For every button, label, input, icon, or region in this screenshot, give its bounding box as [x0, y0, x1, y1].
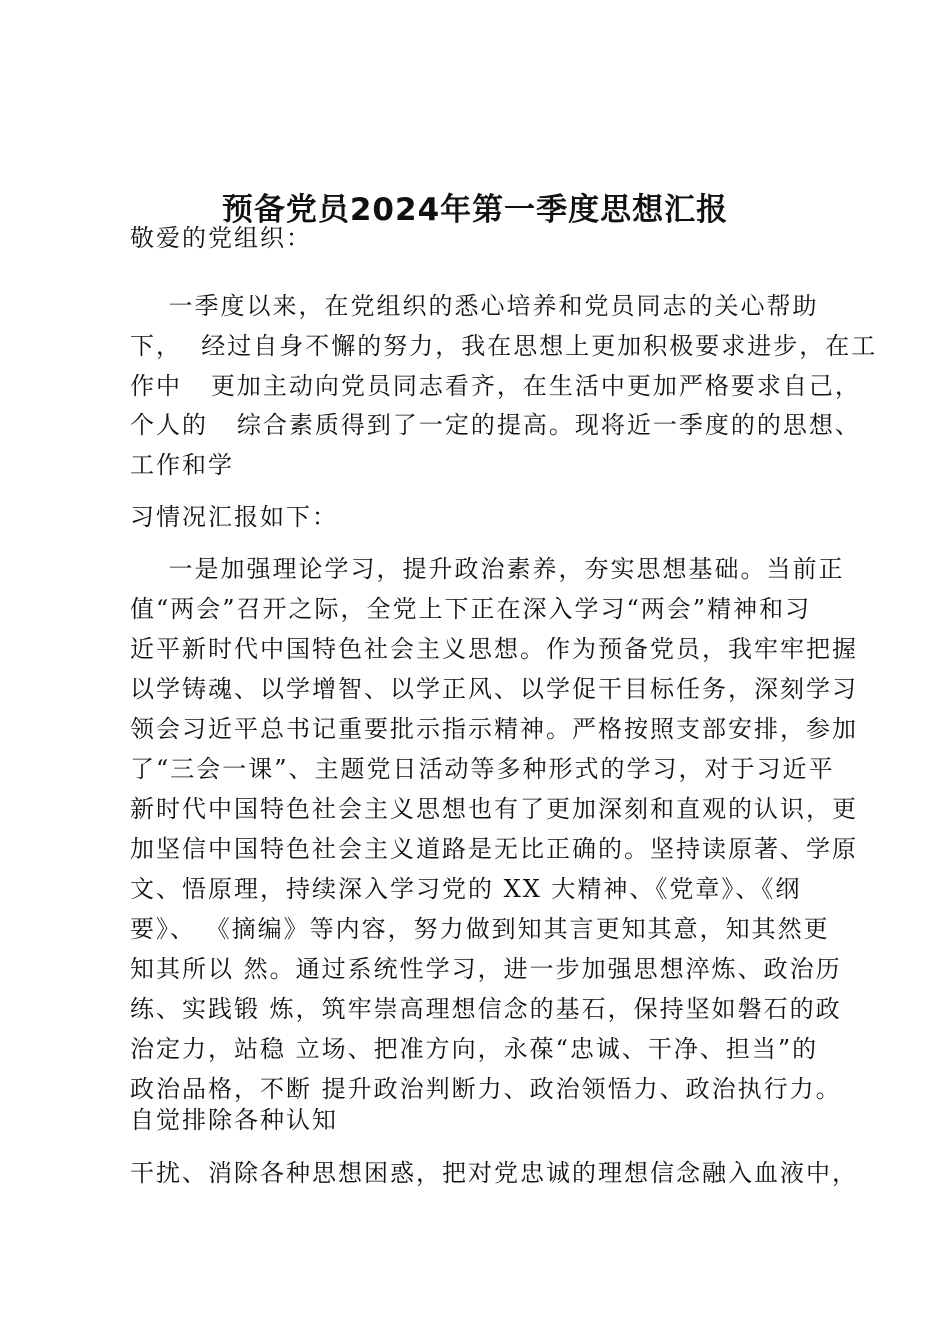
paragraph-line: 治定力，站稳 立场、把准方向，永葆“忠诚、干净、担当”的	[130, 1035, 819, 1063]
paragraph-line: 加坚信中国特色社会主义道路是无比正确的。坚持读原著、学原	[130, 835, 858, 863]
paragraph-line: 要》、 《摘编》等内容，努力做到知其言更知其意，知其然更	[130, 915, 830, 943]
paragraph-line: 干扰、消除各种思想困惑，把对党忠诚的理想信念融入血液中，	[130, 1159, 858, 1187]
paragraph-line: 近平新时代中国特色社会主义思想。作为预备党员，我牢牢把握	[130, 635, 858, 663]
paragraph-line: 领会习近平总书记重要批示指示精神。严格按照支部安排，参加	[130, 715, 858, 743]
document-title: 预备党员2024年第一季度思想汇报	[221, 192, 729, 228]
paragraph-line: 政治品格，不断 提升政治判断力、政治领悟力、政治执行力。	[130, 1075, 842, 1103]
paragraph-line: 了“三会一课”、主题党日活动等多种形式的学习，对于习近平	[130, 755, 835, 783]
paragraph-line: 知其所以 然。通过系统性学习，进一步加强思想淬炼、政治历	[130, 955, 842, 983]
paragraph-line: 下， 经过自身不懈的努力，我在思想上更加积极要求进步，在工	[130, 332, 878, 360]
paragraph-line: 作中 更加主动向党员同志看齐，在生活中更加严格要求自己，	[130, 372, 861, 400]
paragraph-line: 文、悟原理，持续深入学习党的 XX 大精神、《党章》、《纲	[130, 875, 802, 903]
paragraph-line: 值“两会”召开之际，全党上下正在深入学习“两会”精神和习	[130, 595, 812, 623]
paragraph-line: 工作和学	[130, 451, 234, 479]
paragraph-line: 一季度以来，在党组织的悉心培养和党员同志的关心帮助	[130, 292, 819, 320]
paragraph-line: 自觉排除各种认知	[130, 1106, 338, 1134]
paragraph-line: 新时代中国特色社会主义思想也有了更加深刻和直观的认识，更	[130, 795, 858, 823]
salutation: 敬爱的党组织：	[130, 224, 312, 252]
paragraph-line: 练、实践锻 炼，筑牢崇高理想信念的基石，保持坚如磐石的政	[130, 995, 842, 1023]
paragraph-line: 习情况汇报如下：	[130, 503, 338, 531]
paragraph-line: 一是加强理论学习，提升政治素养，夯实思想基础。当前正	[130, 555, 845, 583]
paragraph-line: 以学铸魂、以学增智、以学正风、以学促干目标任务，深刻学习	[130, 675, 858, 703]
paragraph-line: 个人的 综合素质得到了一定的提高。现将近一季度的的思想、	[130, 411, 861, 439]
